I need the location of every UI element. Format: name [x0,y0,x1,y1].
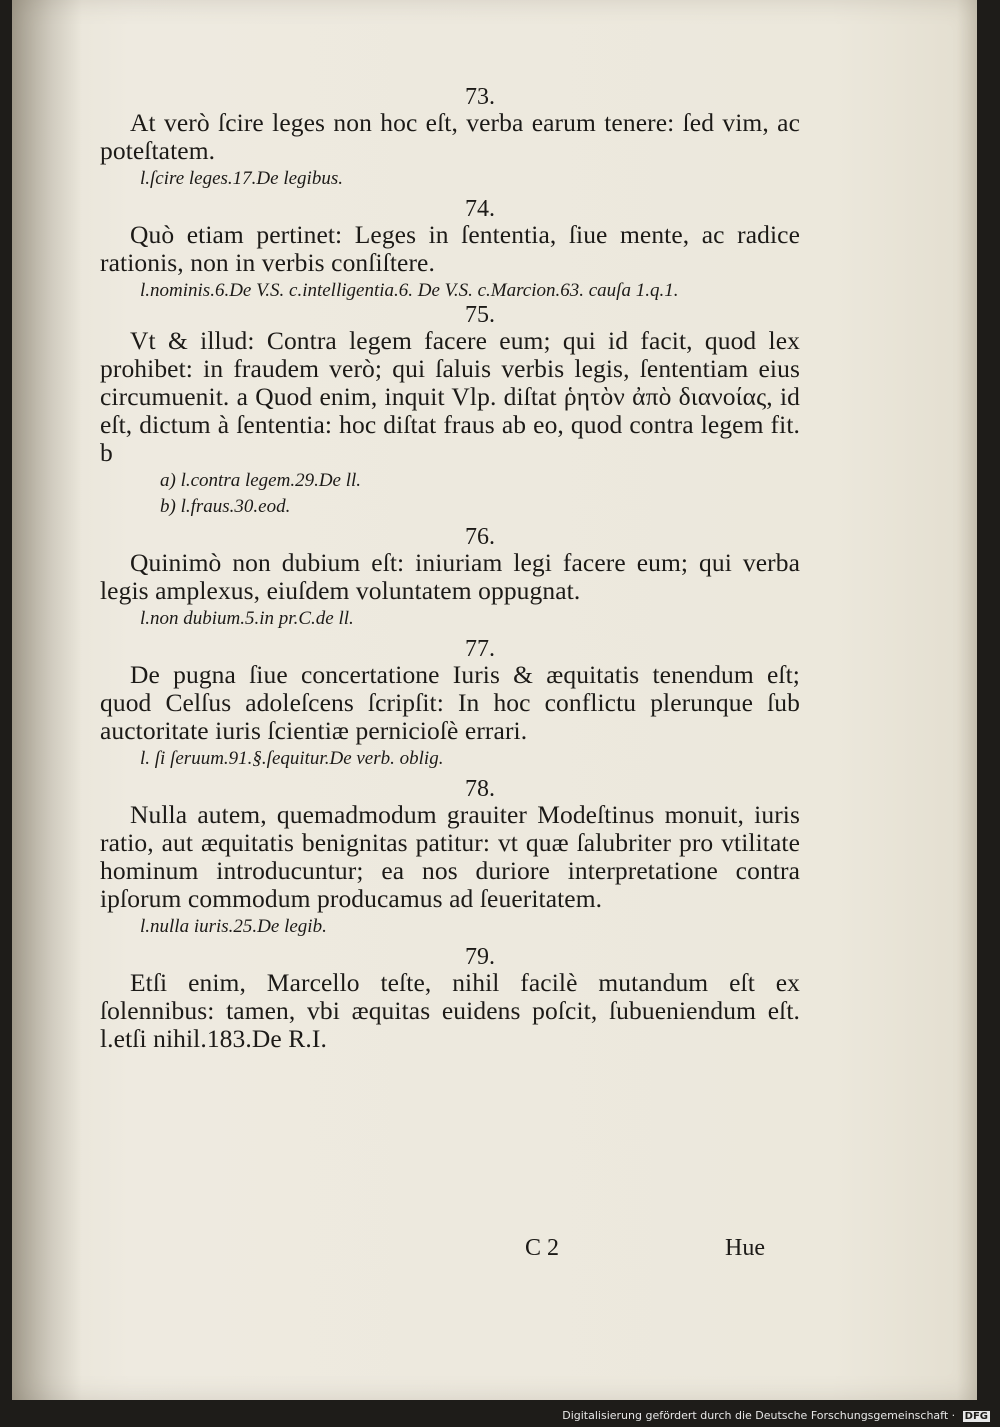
section-text: De pugna ſiue concertatione Iuris & æquitatis tenendum eſt; quod Celſus adoleſcens ſcripſit: In hoc conflictu plerunque ſub auctoritate iuris ſcientiæ pernicioſè errari. [100,660,800,745]
section-text: Vt & illud: Contra legem facere eum; qui id facit, quod lex prohibet: in fraudem verò; qui ſaluis verbis legis, ſententiam eius circumuenit. a Quod enim, inquit Vlp. diſtat ῥητὸν ἀπὸ διανοίας, id eſt, dictum à ſententia: hoc diſtat fraus ab eo, quod contra legem fit. b [100,326,800,467]
section-number: 73. [465,84,495,110]
entry-77 [100,637,800,771]
attribution-text: Digitalisierung gefördert durch die Deutsche Forschungsgemeinschaft · [562,1409,956,1422]
dfg-logo: DFG [964,1411,988,1422]
section-text: Etſi enim, Marcello teſte, nihil facilè mutandum eſt ex ſolennibus: tamen, vbi æquitas euidens poſcit, ſubueniendum eſt. l.etſi nihil.183.De R.I. [100,968,800,1053]
catchword: Hue [725,1235,765,1261]
section-text: Nulla autem, quemadmodum grauiter Modeſtinus monuit, iuris ratio, aut æquitatis benignitas patitur: vt quæ ſalubriter pro vtilitate hominum introducuntur; ea nos duriore interpretatione contra ipſorum commodum producamus ad ſeueritatem. [100,800,800,913]
citation: l.nulla iuris.25.De legib. [140,916,327,937]
section-text: At verò ſcire leges non hoc eſt, verba earum tenere: ſed vim, ac poteſtatem. [100,108,800,165]
entry-79 [100,945,800,1053]
section-number: 76. [465,524,495,550]
page-text-column [100,85,800,1053]
section-number: 74. [465,196,495,222]
dfg-attribution [562,1409,990,1422]
page-footer [100,1235,765,1267]
citation: l.non dubium.5.in pr.C.de ll. [140,608,354,629]
entry-76 [100,525,800,631]
page-gutter-shadow [12,0,82,1400]
entry-74 [100,197,800,303]
section-number: 79. [465,944,495,970]
section-number: 78. [465,776,495,802]
entry-73 [100,85,800,191]
section-text: Quinimò non dubium eſt: iniuriam legi facere eum; qui verba legis amplexus, eiuſdem voluntatem oppugnat. [100,548,800,605]
signature-mark: C 2 [525,1235,560,1261]
citation-a: a) l.contra legem.29.De ll. [160,470,362,491]
citation: l.nominis.6.De V.S. c.intelligentia.6. De V.S. c.Marcion.63. cauſa 1.q.1. [140,280,679,301]
citation-b: b) l.fraus.30.eod. [160,496,291,517]
entry-75 [100,303,800,519]
section-number: 75. [465,302,495,328]
section-text: Quò etiam pertinet: Leges in ſententia, ſiue mente, ac radice rationis, non in verbis conſiſtere. [100,220,800,277]
citation: l. ſi ſeruum.91.§.ſequitur.De verb. oblig. [140,748,444,769]
section-number: 77. [465,636,495,662]
entry-78 [100,777,800,939]
citation: l.ſcire leges.17.De legibus. [140,168,343,189]
